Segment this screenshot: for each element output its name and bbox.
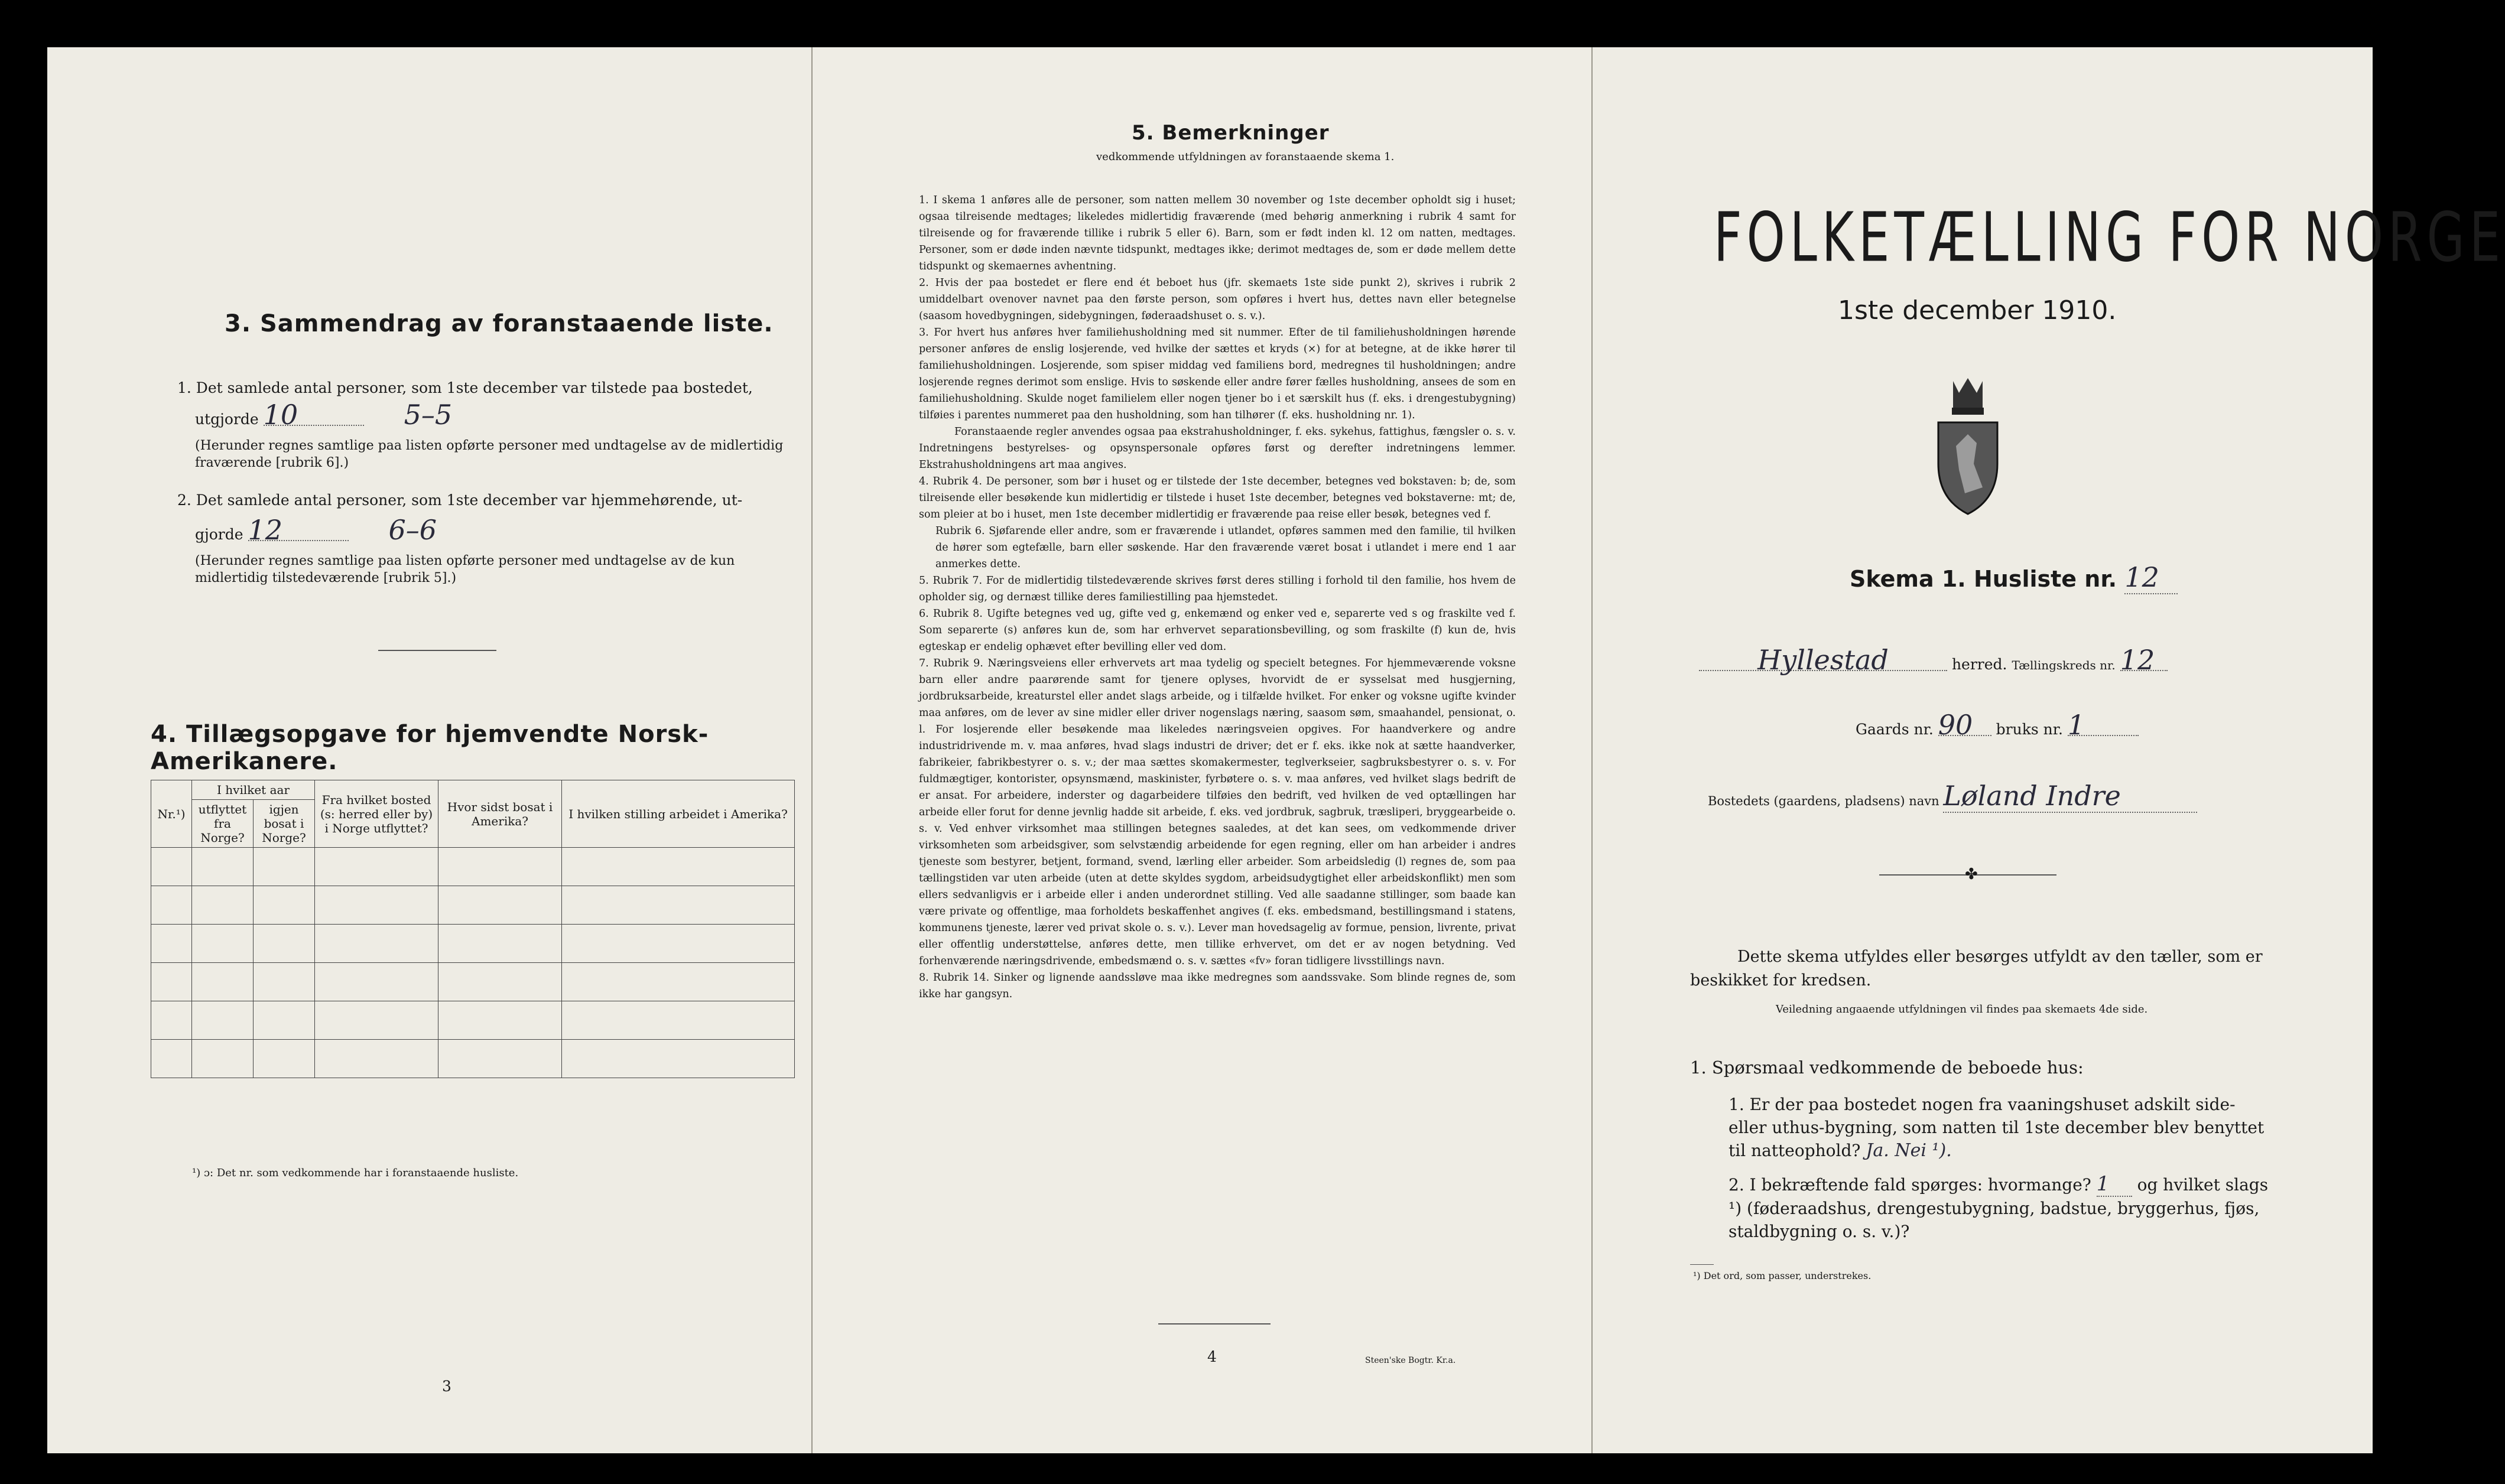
col-emigrated: utflyttet fra Norge? — [192, 800, 254, 848]
question-2-rest: og hvilket slags ¹) (føderaadshus, drengestubygning, badstue, bryggerhus, fjøs, staldbygning o. s. v.)? — [1729, 1175, 2269, 1241]
gjorde-label: gjorde — [195, 526, 243, 543]
table-footnote: ¹) ɔ: Det nr. som vedkommende har i foranstaaende husliste. — [192, 1167, 519, 1179]
gaards-value: 90 — [1938, 715, 1991, 736]
resident-count: 12 — [248, 520, 349, 541]
col-from-where: Fra hvilket bosted (s: herred eller by) i Norge utflyttet? — [315, 780, 438, 848]
skema-heading — [1850, 561, 2178, 594]
question-2 — [1729, 1173, 2278, 1243]
question-1 — [1729, 1093, 2278, 1162]
question-heading: 1. Spørsmaal vedkommende de beboede hus: — [1690, 1057, 2084, 1078]
gaards-line — [1856, 709, 2139, 741]
col-returned: igjen bosat i Norge? — [254, 800, 315, 848]
remark-5: 5. Rubrik 7. For de midlertidig tilstedeværende skrives først deres stilling i forhold til den familie, hos hvem de opholder sig, og dernæst tillike deres familiestilling paa hjemstedet. — [919, 575, 1516, 603]
remark-6: 6. Rubrik 8. Ugifte betegnes ved ug, gifte ved g, enkemænd og enker ved e, separerte ved s og fraskilte ved f. Som separerte (s) anføres kun de, som har erhvervet separationsbevilling, og som fraskilte (f) kun de, hvis egteskap er endelig ophævet efter bevilling eller ved dom. — [919, 608, 1516, 653]
summary-item-1: 1. Det samlede antal personer, som 1ste december var tilstede paa bostedet, — [177, 379, 753, 396]
remark-7: 7. Rubrik 9. Næringsveiens eller erhvervets art maa tydelig og specielt betegnes. For hjemmeværende voksne barn eller andre paarørende samt for tjenere oplyses, hvorvidt de er sysselsat med husgjerning, jordbruksarbeide, kreaturstel eller andet slags arbeide, og i tilfælde hvilket. For enker og voksne ugifte kvinder maa anføres, om de lever av sine midler eller driver nogenslags næring, saasom søm, smaahandel, pensionat, o. l. For losjerende eller besøkende maa likeledes næringsveien opgives. For haandverkere og andre industridrivende m. v. maa anføres, hvad slags industri de driver; det er f. eks. ikke nok at sætte haandverker, fabrikeier, fabrikbestyrer o. s. v.; der maa sættes skomakermester, teglverkseier, sagbruksbestyrer o. s. v. For fuldmægtiger, kontorister, opsynsmænd, maskinister, fyrbøtere o. s. v. maa anføres, ved hvilket slags bedrift de er ansat. For arbeidere, inderster og dagarbeidere tilføies den bedrift, ved hvilken de ved optællingen har arbeide eller forut for denne jevnlig hadde sit arbeide, f. eks. ved jordbruk, sagbruk, træsliperi, bryggearbeide o. s. v. Ved enhver virksomhet maa stillingen betegnes saaledes, at det kan sees, om vedkommende driver virksomheten som arbeidsgiver, som selvstændig arbeidende for egen regning, eller om han arbeider i andres tjeneste som bestyrer, betjent, formand, svend, lærling eller arbeider. Som arbeidsledig (l) regnes de, som paa tællingstiden var uten arbeide (uten at dette skyldes sygdom, arbeidsudygtighet eller arbeidskonflikt) men som ellers sedvanligvis er i arbeide eller i anden underordnet stilling. Ved alle saadanne stillinger, som baade kan være private og offentlige, maa forholdets beskaffenhet angives (f. eks. embedsmand, bestillingsmand i statens, kommunens tjeneste, lærer ved privat skole o. s. v.). Lever man hovedsagelig av formue, pension, livrente, privat eller offentlig understøttelse, anføres dette, men tillike erhvervet, om det er av nogen betydning. Ved forhenværende næringsdrivende, embedsmænd o. s. v. sættes «fv» foran tidligere livsstillings navn. — [919, 658, 1516, 967]
herred-label: herred. — [1951, 656, 2007, 673]
bruks-label: bruks nr. — [1996, 721, 2063, 738]
bruks-value: 1 — [2068, 715, 2139, 736]
kreds-label: Tællingskreds nr. — [2012, 658, 2116, 672]
table-row — [151, 925, 795, 963]
remark-3: 3. For hvert hus anføres hver familiehusholdning med sit nummer. Efter de til familiehusholdningen hørende personer anføres de enslig losjerende, ved hvilke der sættes et kryds (×) for at betegne, at de ikke hører til familiehusholdningen. Losjerende, som spiser middag ved familiens bord, medregnes til husholdningen; andre losjerende regnes derimot som enslige. Hvis to søskende eller andre fører fælles husholdning, ansees de som en familiehusholdning. Skulde noget familielem eller nogen tjener bo i et særskilt hus (f. eks. i drengestubygning) tilføies i parentes nummeret paa den husholdning, som han tilhører (f. eks. husholdning nr. 1). — [919, 327, 1516, 421]
remarks-title: 5. Bemerkninger — [1132, 121, 1330, 145]
col-year-group: I hvilket aar — [192, 780, 315, 800]
summary-item-1-note: (Herunder regnes samtlige paa listen opførte personer med undtagelse av de midlertidig fraværende [rubrik 6].) — [195, 438, 784, 470]
divider — [1158, 1323, 1271, 1324]
question-2-text: 2. I bekræftende fald spørges: hvormange? — [1729, 1175, 2091, 1195]
divider — [1690, 1264, 1714, 1265]
page3-footnote: ¹) Det ord, som passer, understrekes. — [1693, 1270, 1872, 1281]
col-occupation: I hvilken stilling arbeidet i Amerika? — [562, 780, 795, 848]
bosted-line — [1708, 780, 2197, 813]
remark-8: 8. Rubrik 14. Sinker og lignende aandssløve maa ikke medregnes som aandssvake. Som blinde regnes de, som ikke har gangsyn. — [919, 972, 1516, 1000]
remark-4b: Rubrik 6. Sjøfarende eller andre, som er fraværende i utlandet, opføres sammen med den familie, til hvilken de hører som egtefælle, barn eller søskende. Har den fraværende været bosat i utlandet i mere end 1 aar anmerkes dette. — [935, 525, 1516, 570]
page-number: 4 — [1207, 1348, 1217, 1365]
remarks-subtitle: vedkommende utfyldningen av foranstaaende skema 1. — [1096, 151, 1395, 163]
page-left — [47, 47, 813, 1453]
herred-value: Hyllestad — [1699, 650, 1947, 671]
remarks-body — [919, 192, 1516, 1003]
summary-item-2-note: (Herunder regnes samtlige paa listen opførte personer med undtagelse av de kun midlertidig tilstedeværende [rubrik 5].) — [195, 554, 735, 585]
question-2-count: 1 — [2097, 1173, 2132, 1197]
question-1-text: 1. Er der paa bostedet nogen fra vaaningshuset adskilt side- eller uthus-bygning, som natten til 1ste december blev benyttet til natteophold? — [1729, 1095, 2264, 1160]
table-row — [151, 1001, 795, 1040]
page-number: 3 — [442, 1378, 451, 1395]
printer-mark: Steen'ske Bogtr. Kr.a. — [1365, 1356, 1456, 1365]
section-3-title: 3. Sammendrag av foranstaaende liste. — [225, 310, 774, 337]
summary-item-1-answer — [195, 399, 786, 431]
col-nr: Nr.¹) — [151, 780, 192, 848]
resident-count-breakdown: 6–6 — [388, 514, 437, 546]
intro-text: Dette skema utfyldes eller besørges utfyldt av den tæller, som er beskikket for kredsen. — [1690, 948, 2263, 990]
coat-of-arms-icon — [1935, 375, 2000, 519]
norwegian-american-table — [151, 780, 795, 1078]
remark-2: 2. Hvis der paa bostedet er flere end ét beboet hus (jfr. skemaets 1ste side punkt 2), skrives i rubrik 2 umiddelbart ovenover navnet paa den første person, som opføres i hvert hus, dettes navn eller betegnelse (saasom hovedbygningen, sidebygningen, føderaadshuset o. s. v.). — [919, 277, 1516, 322]
bosted-label: Bostedets (gaardens, pladsens) navn — [1708, 794, 1939, 808]
gaards-label: Gaards nr. — [1856, 721, 1934, 738]
summary-item-2: 2. Det samlede antal personer, som 1ste december var hjemmehørende, ut- — [177, 492, 743, 509]
question-1-answer: Ja. Nei ¹). — [1866, 1140, 1952, 1161]
herred-line — [1699, 644, 2290, 676]
form-date: 1ste december 1910. — [1838, 295, 2117, 326]
utgjorde-label: utgjorde — [195, 411, 259, 428]
bosted-value: Løland Indre — [1943, 780, 2197, 813]
present-count: 10 — [264, 405, 364, 426]
form-title: FOLKETÆLLING FOR NORGE — [1714, 198, 2505, 277]
remark-4: 4. Rubrik 4. De personer, som bør i huset og er tilstede der 1ste december, betegnes ved bokstaven: b; de, som tilreisende eller besøkende kun midlertidig er tilstede i huset 1ste december, betegnes ved bokstaverne: mt; de, som pleier at bo i huset, men 1ste december midlertidig er fraværende paa reise eller besøk, betegnes ved f. — [919, 476, 1516, 520]
remark-1: 1. I skema 1 anføres alle de personer, som natten mellem 30 november og 1ste december opholdt sig i huset; ogsaa tilreisende medtages; likeledes midlertidig fraværende (med behørig anmerkning i rubrik 4 samt for tilreisende og for fraværende tillike i rubrik 5 eller 6). Barn, som er født inden kl. 12 om natten, medtages. Personer, som er døde inden nævnte tidspunkt, medtages ikke; derimot medtages de, som er døde mellem dette tidspunkt og skemaernes avhentning. — [919, 194, 1516, 272]
table-row — [151, 1040, 795, 1078]
table-row — [151, 886, 795, 925]
kreds-value: 12 — [2120, 650, 2168, 671]
remark-3b: Foranstaaende regler anvendes ogsaa paa ekstrahusholdninger, f. eks. sykehus, fattighus, fængsler o. s. v. Indretningens bestyrelses- og opsynspersonale opføres først og derefter indretningens lemmer. Ekstrahusholdningens art maa angives. — [919, 426, 1516, 471]
section-4-title: 4. Tillægsopgave for hjemvendte Norsk-Amerikanere. — [151, 721, 709, 775]
ornament-icon: ✤ — [1965, 865, 1978, 883]
table-row — [151, 848, 795, 886]
intro-note: Veiledning angaaende utfyldningen vil findes paa skemaets 4de side. — [1776, 1003, 2148, 1016]
present-count-breakdown: 5–5 — [404, 399, 453, 431]
skema-label: Skema 1. Husliste nr. — [1850, 566, 2117, 592]
husliste-nr: 12 — [2124, 561, 2178, 594]
table-row — [151, 963, 795, 1001]
summary-item-2-answer — [195, 514, 786, 546]
col-where-last: Hvor sidst bosat i Amerika? — [438, 780, 562, 848]
divider — [378, 650, 496, 651]
